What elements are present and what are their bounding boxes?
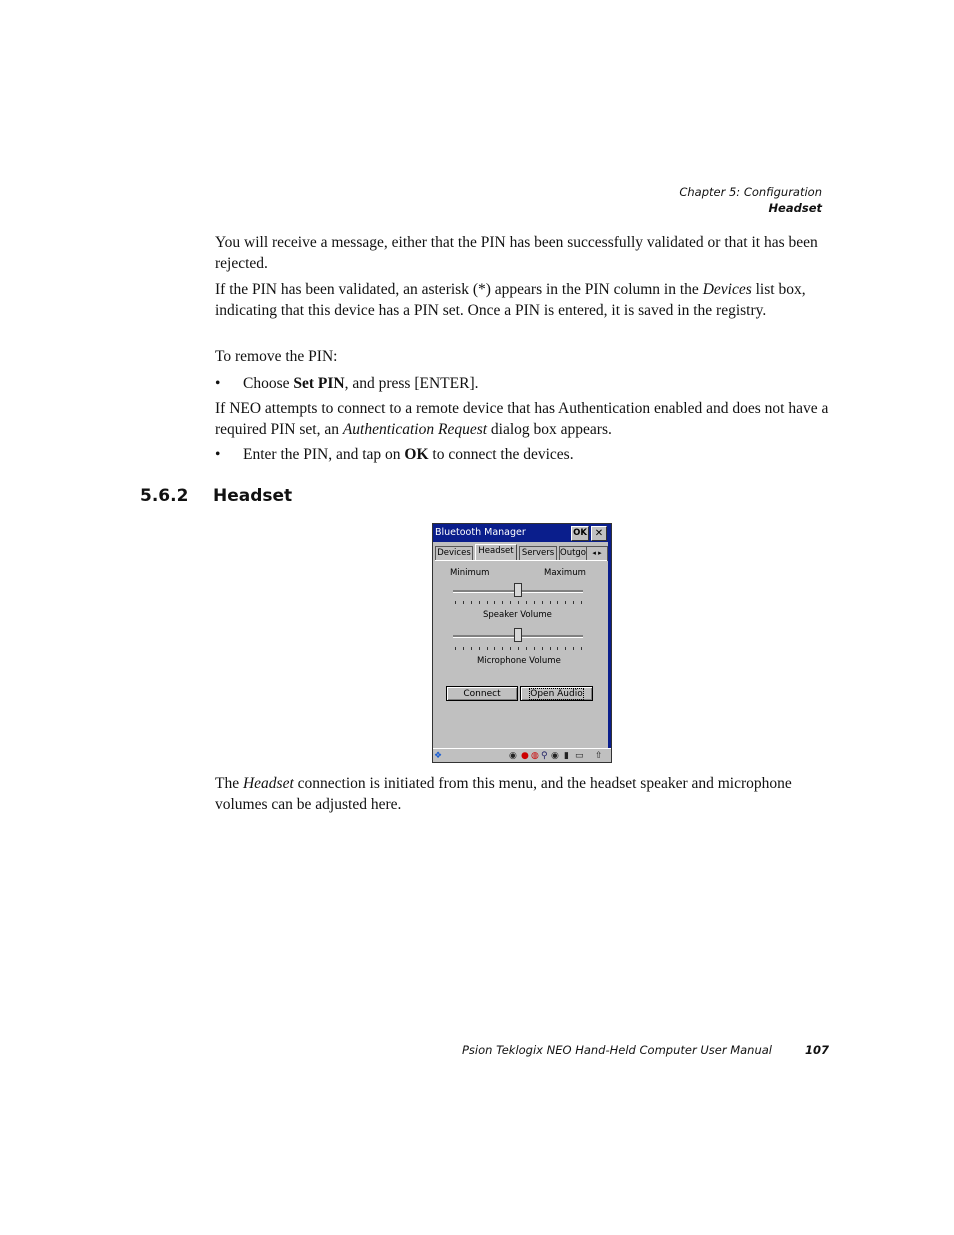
section-title: Headset	[213, 486, 293, 506]
sync-icon[interactable]: ◉	[551, 751, 559, 761]
emphasis-auth-request: Authentication Request	[342, 420, 488, 438]
slider-tick	[581, 601, 582, 604]
speaker-volume-label: Speaker Volume	[483, 610, 552, 620]
tab-divider	[435, 560, 607, 561]
section-number: 5.6.2	[140, 486, 189, 506]
paragraph-pin-validated	[215, 280, 827, 321]
close-icon[interactable]: ✕	[591, 526, 607, 541]
slider-tick	[550, 647, 551, 650]
open-audio-button[interactable]	[520, 686, 593, 701]
paragraph-authentication	[215, 399, 835, 440]
paragraph-text: You will receive a message, either that the PIN has been successfully validated or that it has been rejected.	[215, 234, 818, 272]
tab-devices[interactable]: Devices	[435, 546, 473, 560]
bullet-glyph: •	[215, 375, 221, 392]
slider-tick	[463, 601, 464, 604]
connect-button[interactable]	[446, 686, 518, 701]
battery-icon[interactable]: ▮	[564, 751, 569, 761]
connect-label: Connect	[463, 689, 501, 699]
paragraph-text: To remove the PIN:	[215, 348, 338, 365]
slider-tick	[542, 601, 543, 604]
alert-icon[interactable]: ●	[521, 751, 529, 761]
tab-scroll-arrows-icon[interactable]: ◂ ▸	[586, 546, 608, 561]
slider-tick	[479, 601, 480, 604]
slider-tick	[494, 647, 495, 650]
window-title: Bluetooth Manager	[435, 527, 526, 538]
slider-tick	[534, 647, 535, 650]
paragraph-validation	[215, 233, 835, 274]
slider-tick	[557, 601, 558, 604]
text-run: Enter the PIN, and tap on	[243, 446, 405, 463]
paragraph-remove-pin	[215, 347, 835, 368]
tab-strip	[435, 545, 607, 560]
slider-tick	[487, 647, 488, 650]
open-audio-label: Open Audio	[530, 689, 583, 699]
running-header-section: Headset	[768, 201, 822, 215]
slider-ticks	[455, 601, 581, 605]
text-run: dialog box appears.	[487, 420, 612, 438]
slider-tick	[455, 647, 456, 650]
emphasis-headset: Headset	[242, 775, 294, 792]
slider-tick	[565, 647, 566, 650]
keyboard-icon[interactable]: ▭	[575, 751, 584, 761]
slider-ticks	[455, 647, 581, 651]
slider-tick	[510, 647, 511, 650]
bold-set-pin: Set PIN	[293, 375, 345, 392]
slider-tick	[518, 601, 519, 604]
slider-tick	[471, 647, 472, 650]
bluetooth-manager-screenshot	[432, 523, 612, 763]
slider-tick	[542, 647, 543, 650]
text-run: Choose	[243, 375, 294, 392]
slider-tick	[581, 647, 582, 650]
slider-tick	[526, 601, 527, 604]
text-run: list box, indicating that this device has a PIN set. Once a PIN is entered, it is saved in the registry.	[215, 281, 806, 319]
slider-tick	[534, 601, 535, 604]
slider-tick	[526, 647, 527, 650]
slider-tick	[502, 647, 503, 650]
slider-tick	[502, 601, 503, 604]
network-icon[interactable]: ⚲	[541, 751, 548, 761]
text-run: If the PIN has been validated, an asterisk (*) appears in the PIN column in the	[215, 281, 703, 298]
tab-headset[interactable]: Headset	[475, 544, 517, 560]
wireless-icon[interactable]: ◍	[531, 751, 539, 761]
slider-tick	[565, 601, 566, 604]
text-run: to connect the devices.	[428, 446, 574, 463]
emphasis-devices: Devices	[702, 281, 752, 298]
running-header-chapter: Chapter 5: Configuration	[679, 185, 822, 199]
slider-tick	[518, 647, 519, 650]
slider-tick	[550, 601, 551, 604]
slider-tick	[510, 601, 511, 604]
ok-button[interactable]: OK	[571, 526, 589, 541]
microphone-volume-label: Microphone Volume	[477, 656, 561, 666]
text-run: connection is initiated from this menu, and the headset speaker and microphone volumes can be adjusted here.	[215, 775, 792, 813]
text-run: If NEO attempts to connect to a remote device that has Authentication enabled and does not have a required PIN set, an	[215, 400, 829, 438]
bold-ok: OK	[404, 446, 429, 463]
slider-tick	[494, 601, 495, 604]
scrollbar[interactable]	[608, 542, 611, 748]
slider-thumb[interactable]	[514, 583, 522, 597]
taskbar	[433, 748, 611, 763]
slider-tick	[455, 601, 456, 604]
slider-tick	[557, 647, 558, 650]
slider-tick	[573, 647, 574, 650]
window-titlebar	[433, 524, 611, 542]
slider-tick	[463, 647, 464, 650]
tab-servers[interactable]: Servers	[519, 546, 557, 560]
tab-outgoing[interactable]: Outgo	[560, 548, 587, 558]
bluetooth-status-icon[interactable]: ◉	[509, 751, 517, 761]
paragraph-headset-caption	[215, 774, 815, 815]
slider-tick	[487, 601, 488, 604]
up-arrow-icon[interactable]: ⇧	[595, 751, 603, 761]
maximum-label: Maximum	[544, 568, 586, 578]
text-run: , and press [ENTER].	[344, 375, 479, 392]
slider-thumb[interactable]	[514, 628, 522, 642]
text-run: The	[215, 775, 243, 792]
footer-manual-title: Psion Teklogix NEO Hand-Held Computer User Manual	[462, 1043, 772, 1057]
minimum-label: Minimum	[450, 568, 490, 578]
page-number: 107	[804, 1043, 829, 1057]
start-flag-icon[interactable]: ❖	[434, 751, 443, 761]
slider-tick	[479, 647, 480, 650]
slider-tick	[573, 601, 574, 604]
slider-tick	[471, 601, 472, 604]
bullet-glyph: •	[215, 446, 221, 463]
